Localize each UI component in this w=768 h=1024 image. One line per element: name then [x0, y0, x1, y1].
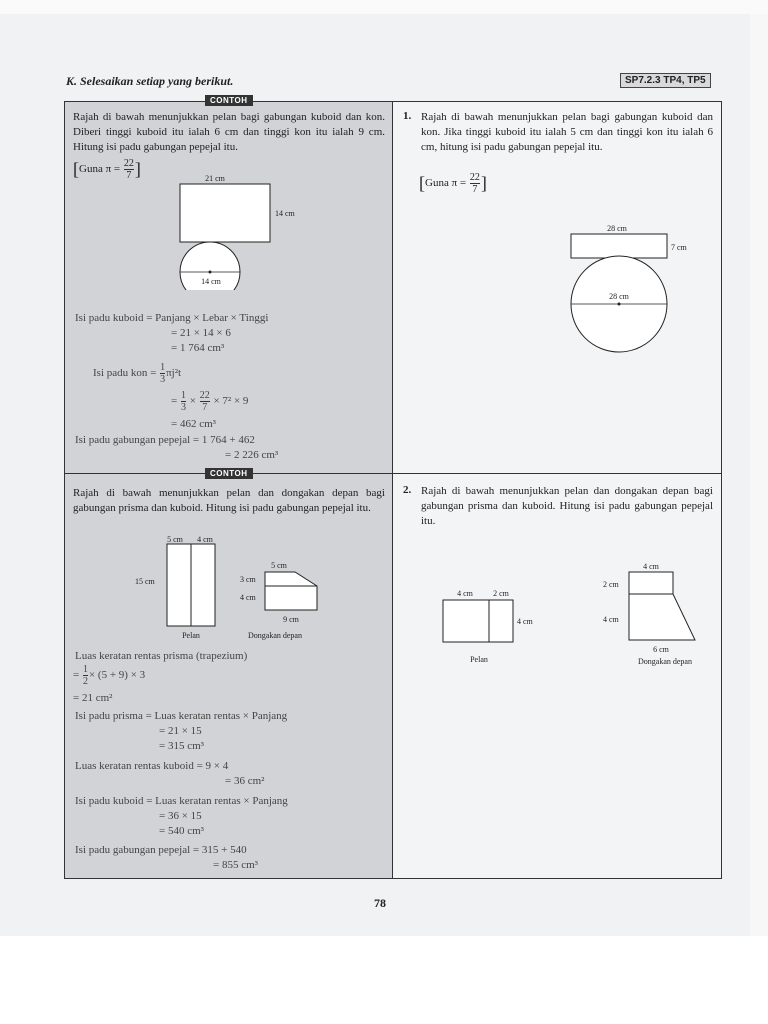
q2-elev-h1: 2 cm	[603, 580, 619, 589]
question-2-cell	[393, 474, 721, 878]
ex1-line-8: = 2 226 cm³	[225, 449, 279, 461]
example-2-cell	[65, 474, 393, 878]
question-1-cell	[393, 102, 721, 474]
scan-bottom-margin	[0, 936, 768, 1024]
ex2-caption-plan: Pelan	[182, 631, 200, 640]
ex1-dim-top: 21 cm	[205, 174, 225, 183]
question-1-number: 1.	[403, 110, 412, 122]
q1-dim-top: 28 cm	[607, 224, 627, 233]
ex2-line-3: = 21 cm²	[73, 692, 113, 704]
ex2-line-13: = 855 cm³	[213, 859, 258, 871]
example-1-pi-note: [Guna π = $\frac{22}{7}$ ]	[73, 158, 141, 181]
example-1-question: Rajah di bawah menunjukkan pelan bagi gabungan kuboid dan kon. Diberi tinggi kuboid itu ialah 6 cm dan tinggi kon itu ialah 9 cm. Hitung isi padu gabungan pepejal itu.	[73, 111, 385, 153]
q2-caption-plan: Pelan	[470, 655, 488, 664]
ex1-dim-circle: 14 cm	[201, 277, 221, 286]
page-edge	[750, 14, 768, 936]
ex2-line-11: = 540 cm³	[159, 825, 204, 837]
section-heading: K. Selesaikan setiap yang berikut.	[66, 74, 234, 88]
ex2-line-4: Isi padu prisma = Luas keratan rentas × Panjang	[75, 710, 288, 722]
ex2-plan-h: 15 cm	[135, 577, 155, 586]
ex1-dim-side: 14 cm	[275, 209, 295, 218]
q2-elev-base: 6 cm	[653, 645, 669, 654]
ex2-line-9: Isi padu kuboid = Luas keratan rentas × Panjang	[75, 795, 288, 807]
ex1-line-6: = 462 cm³	[171, 418, 216, 430]
ex2-line-10: = 36 × 15	[159, 810, 202, 822]
q1-dim-circle: 28 cm	[609, 292, 629, 301]
ex2-elev-h2: 4 cm	[240, 593, 256, 602]
question-2-diagrams	[423, 560, 713, 672]
ex2-line-12: Isi padu gabungan pepejal = 315 + 540	[75, 844, 247, 856]
example-2-diagrams	[125, 532, 385, 644]
exercise-grid	[64, 96, 722, 879]
question-2-text: Rajah di bawah menunjukkan pelan dan dongakan depan bagi gabungan prisma dan kuboid. Hitung isi padu gabungan pepejal itu.	[421, 485, 713, 527]
contoh-label-2: CONTOH	[205, 468, 253, 479]
question-2-number: 2.	[403, 484, 412, 496]
ex2-elev-h1: 3 cm	[240, 575, 256, 584]
example-1-cell	[65, 102, 393, 474]
ex1-line-5: = $\frac{1}{3}$ × $\frac{22}{7}$ × 7² × 9	[171, 390, 249, 413]
ex2-line-7: Luas keratan rentas kuboid = 9 × 4	[75, 760, 229, 772]
q2-caption-elev: Dongakan depan	[638, 657, 692, 666]
q2-plan-w1: 4 cm	[457, 589, 473, 598]
question-1-plan-diagram	[563, 220, 703, 356]
ex1-line-3: = 1 764 cm³	[171, 342, 225, 354]
ex2-caption-elev: Dongakan depan	[248, 631, 302, 640]
scan-top-margin	[0, 0, 768, 14]
ex2-plan-w2: 4 cm	[197, 535, 213, 544]
ex1-line-4: Isi padu kon = $\frac{1}{3}$ πj²t	[93, 362, 182, 385]
q2-plan-h: 4 cm	[517, 617, 533, 626]
q2-elev-top: 4 cm	[643, 562, 659, 571]
ex1-line-7: Isi padu gabungan pepejal = 1 764 + 462	[75, 434, 255, 446]
ex1-line-1: Isi padu kuboid = Panjang × Lebar × Tinggi	[75, 312, 269, 324]
ex2-line-8: = 36 cm²	[225, 775, 265, 787]
ex2-elev-top: 5 cm	[271, 561, 287, 570]
question-1-text: Rajah di bawah menunjukkan pelan bagi gabungan kuboid dan kon. Jika tinggi kuboid itu ialah 5 cm dan tinggi kon itu ialah 6 cm, hitung isi padu gabungan pepejal itu.	[421, 111, 713, 153]
q2-plan-w2: 2 cm	[493, 589, 509, 598]
q2-elev-h2: 4 cm	[603, 615, 619, 624]
page-number: 78	[374, 896, 386, 910]
q1-dim-side: 7 cm	[671, 243, 687, 252]
ex2-line-5: = 21 × 15	[159, 725, 202, 737]
contoh-label-1: CONTOH	[205, 95, 253, 106]
ex2-plan-w1: 5 cm	[167, 535, 183, 544]
ex1-line-2: = 21 × 14 × 6	[171, 327, 231, 339]
ex2-line-1: Luas keratan rentas prisma (trapezium)	[75, 650, 248, 662]
skill-code-badge: SP7.2.3 TP4, TP5	[620, 73, 711, 88]
question-1-pi-note: [Guna π = $\frac{22}{7}$ ]	[419, 172, 487, 195]
ex2-line-6: = 315 cm³	[159, 740, 204, 752]
ex2-line-2: = $\frac{1}{2}$ × (5 + 9) × 3	[73, 664, 146, 687]
example-1-plan-diagram	[155, 170, 305, 290]
example-2-question: Rajah di bawah menunjukkan pelan dan dongakan depan bagi gabungan prisma dan kuboid. Hitung isi padu gabungan pepejal itu.	[73, 487, 385, 514]
ex2-elev-base: 9 cm	[283, 615, 299, 624]
